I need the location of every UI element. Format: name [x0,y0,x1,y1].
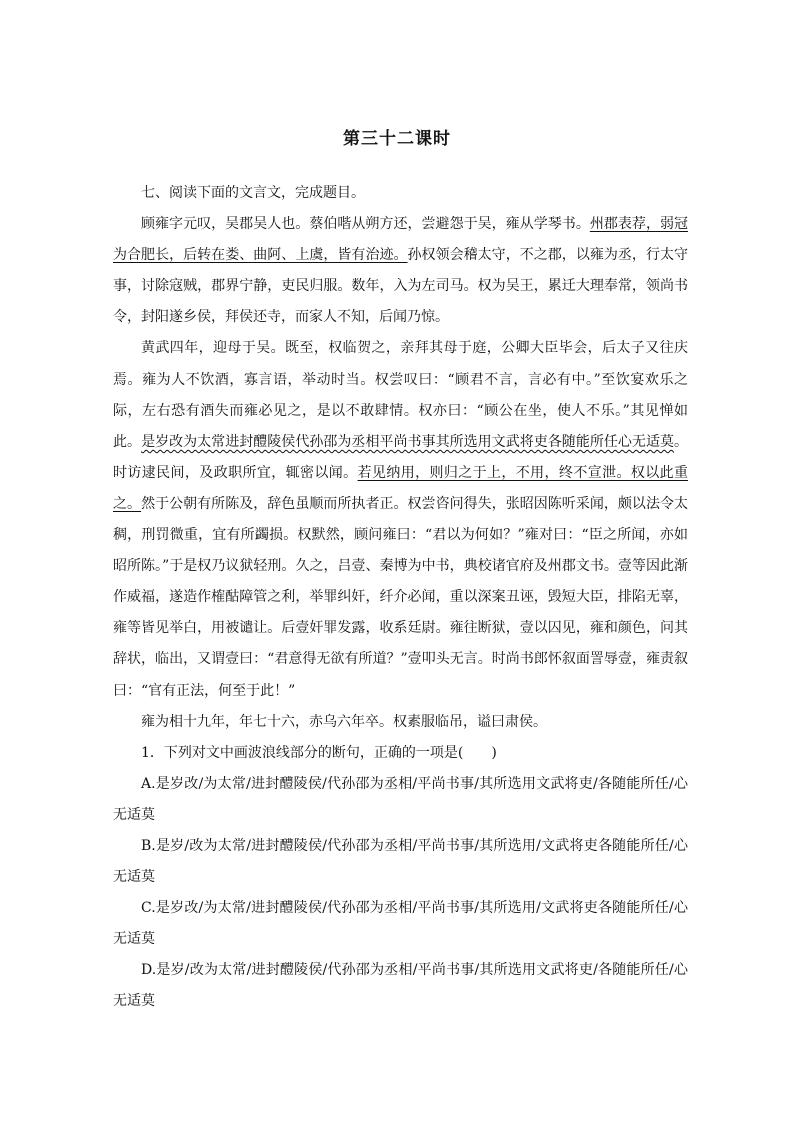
option-d: D.是岁/改为太常/进封醴陵侯/代孙邵为丞相/平尚书事/其所选用文武将吏/各随能所任/心无适莫 [113,962,688,1010]
question-stem: 1．下列对文中画波浪线部分的断句，正确的一项是( ) [141,744,497,761]
section-heading: 七、阅读下面的文言文，完成题目。 [141,185,365,201]
passage-text: 然于公朝有所陈及，辞色虽顺而所执者正。权尝咨问得失，张昭因陈听采闻，颇以法令太稠，刑罚微重，宜有所蠲损。权默然，顾问雍曰：“君以为何如？”雍对曰：“臣之所闻，亦如昭所陈。”于是权乃议狱轻刑。久之，吕壹、秦博为中书，典校诸官府及州郡文书。壹等因此渐作威福，遂造作榷酤障管之利，举罪纠奸，纤介必闻，重以深案丑诬，毁短大臣，排陷无辜，雍等皆见举白，用被谴让。后壹奸罪发露，收系廷尉。雍往断狱，壹以囚见，雍和颜色，问其辞状，临出，又谓壹曰：“君意得无欲有所道？”壹叩头无言。时尚书郎怀叙面詈辱壹，雍责叙曰：“官有正法，何至于此！” [113,495,689,699]
underlined-sentence-1: 州郡表荐，弱冠为合肥长，后转在娄、曲阿、上虞，皆有治迹。 [113,216,689,264]
underlined-sentence-2: 若见纳用，则归之于上，不用，终不宣泄。权以此重之。 [113,464,689,512]
option-a: A.是岁改/为太常/进封醴陵侯/代孙邵为丞相/平尚书事/其所选用文武将吏/各随能所任/心无适莫 [113,775,688,823]
document-body [113,178,688,1018]
passage-text: 顾雍字元叹，吴郡吴人也。蔡伯喈从朔方还，尝避怨于吴，雍从学琴书。 [141,216,590,233]
wavy-underlined-sentence: 是岁改为太常进封醴陵侯代孙邵为丞相平尚书事其所选用文武将吏各随能所任心无适莫 [141,433,675,450]
option-c: C.是岁改/为太常/进封醴陵侯/代孙邵为丞相/平尚书事/其所选用/文武将吏各随能所任/心无适莫 [113,900,688,948]
passage-paragraph-1 [113,209,688,333]
passage-text: 。时访逮民间，及政职所宜，辄密以闻。 [113,433,689,481]
passage-text: 孙权领会稽太守，不之郡，以雍为丞，行太守事，讨除寇贼，郡界宁静，吏民归服。数年，入为左司马。权为吴王，累迁大理奉常，领尚书令，封阳遂乡侯，拜侯还寺，而家人不知，后闻乃惊。 [113,247,689,326]
passage-paragraph-3: 雍为相十九年，年七十六，赤乌六年卒。权素服临吊，谥曰肃侯。 [141,713,547,730]
option-b: B.是岁/改为太常/进封醴陵侯/代孙邵为丞相/平尚书事/其所选用/文武将吏各随能所任/心无适莫 [113,837,688,886]
passage-text: 黄武四年，迎母于吴。既至，权临贺之，亲拜其母于庭，公卿大臣毕会，后太子又往庆焉。雍为人不饮酒，寡言语，举动时当。权尝叹曰：“顾君不言，言必有中。”至饮宴欢乐之际，左右恐有酒失而雍必见之，是以不敢肆情。权亦曰：“顾公在坐，使人不乐。”其见惮如此。 [113,340,688,450]
passage-paragraph-2 [113,333,688,706]
page-title: 第三十二课时 [343,129,451,149]
